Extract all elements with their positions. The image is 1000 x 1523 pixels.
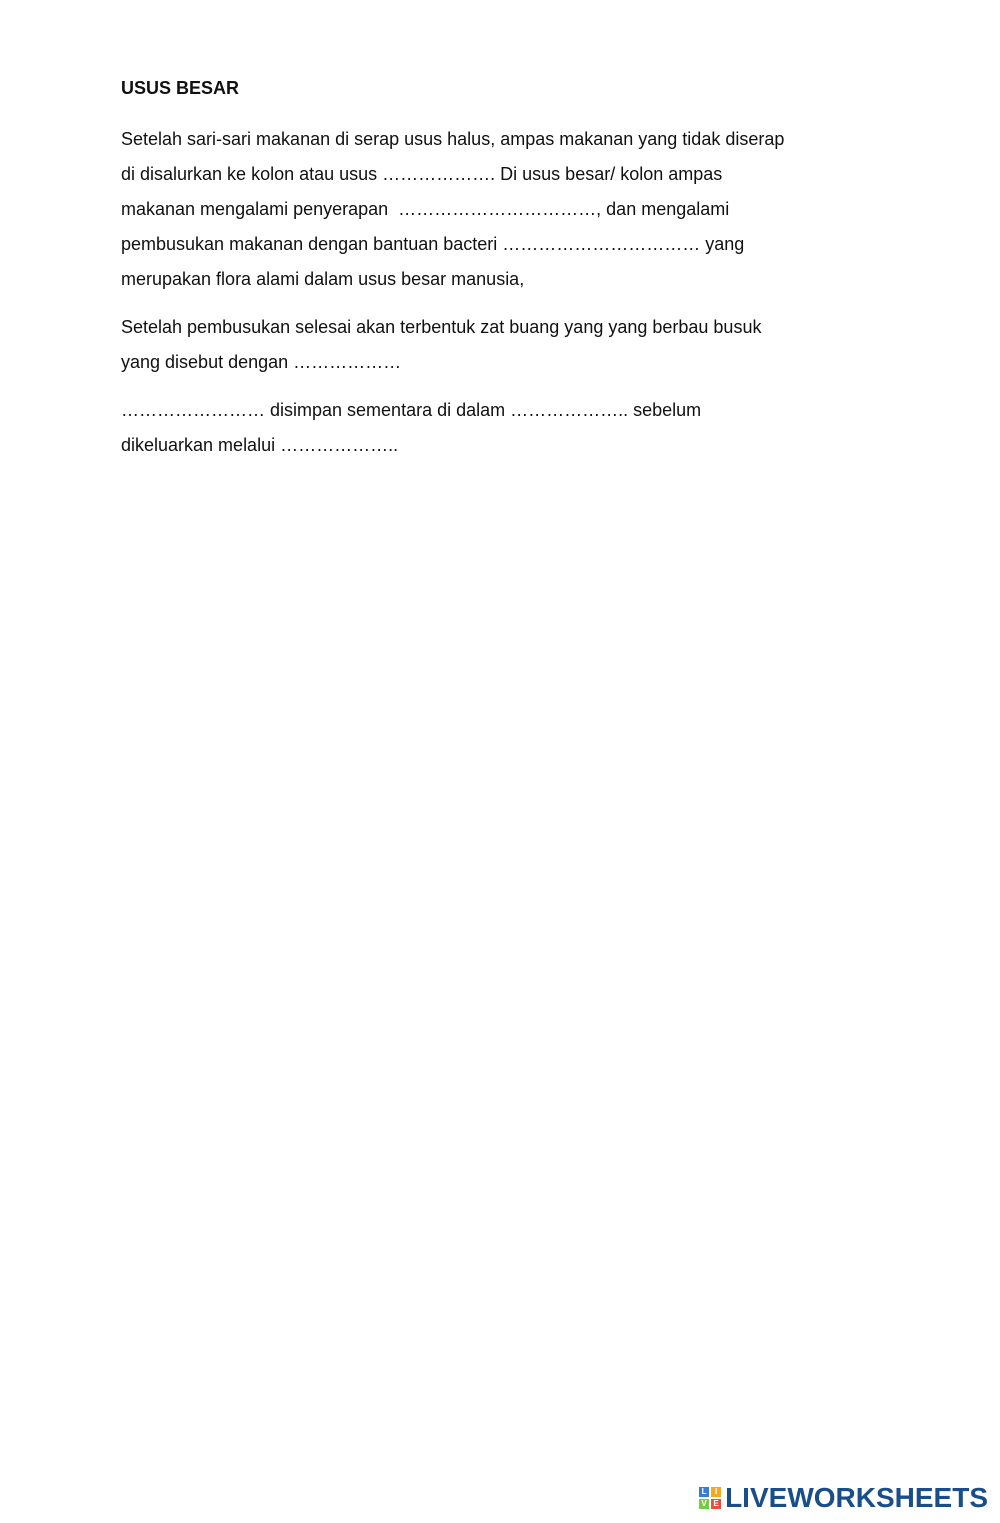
paragraph-3 bbox=[121, 393, 881, 463]
paragraph-2 bbox=[121, 310, 881, 380]
liveworksheets-logo bbox=[699, 1482, 988, 1514]
paragraph-line: dikeluarkan melalui ……………….. bbox=[121, 435, 399, 455]
worksheet-page bbox=[121, 76, 881, 476]
logo-text: LIVEWORKSHEETS bbox=[725, 1482, 988, 1513]
logo-icon bbox=[699, 1487, 721, 1509]
paragraph-line: merupakan flora alami dalam usus besar manusia, bbox=[121, 269, 525, 289]
logo-letter-cell: E bbox=[711, 1499, 721, 1509]
paragraph-line: makanan mengalami penyerapan ……………………………, dan mengalami bbox=[121, 199, 730, 219]
paragraph-1 bbox=[121, 122, 881, 297]
logo-letter-cell: V bbox=[699, 1499, 709, 1509]
paragraph-line: Setelah pembusukan selesai akan terbentuk zat buang yang yang berbau busuk bbox=[121, 317, 762, 337]
logo-letter-cell: L bbox=[699, 1487, 709, 1497]
page-title: USUS BESAR bbox=[121, 78, 240, 98]
paragraph-line: yang disebut dengan ……………… bbox=[121, 352, 402, 372]
paragraph-line: pembusukan makanan dengan bantuan bacteri …………………………… yang bbox=[121, 234, 745, 254]
paragraph-line: di disalurkan ke kolon atau usus ………………. Di usus besar/ kolon ampas bbox=[121, 164, 723, 184]
paragraph-line: Setelah sari-sari makanan di serap usus halus, ampas makanan yang tidak diserap bbox=[121, 129, 785, 149]
logo-letter-cell: I bbox=[711, 1487, 721, 1497]
paragraph-line: …………………… disimpan sementara di dalam ……………….. sebelum bbox=[121, 400, 702, 420]
